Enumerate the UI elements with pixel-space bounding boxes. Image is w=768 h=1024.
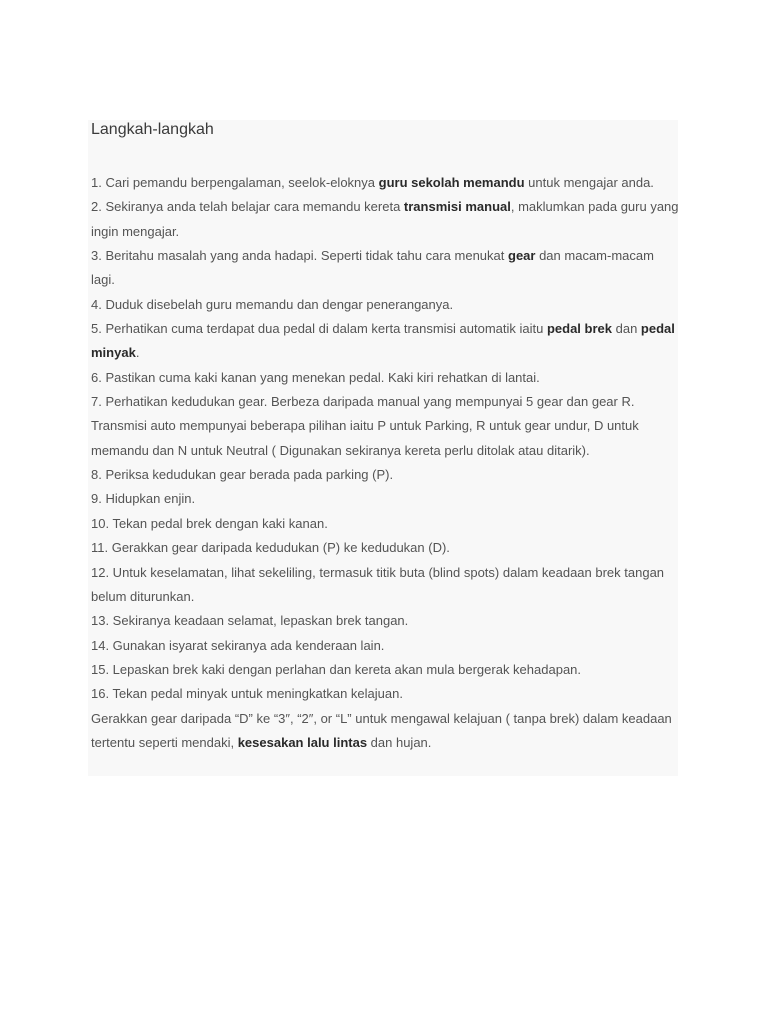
step-item xyxy=(91,366,679,390)
step-text: 7. Perhatikan kedudukan gear. Berbeza daripada manual yang mempunyai 5 gear dan gear R. Transmisi auto mempunyai beberapa pilihan iaitu P untuk Parking, R untuk gear undur, D untuk memandu dan N untuk Neutral ( Digunakan sekiranya kereta perlu ditolak atau ditarik). xyxy=(91,394,639,458)
step-emphasis: gear xyxy=(508,248,536,264)
step-text: 2. Sekiranya anda telah belajar cara memandu kereta xyxy=(91,199,404,215)
step-emphasis: kesesakan lalu lintas xyxy=(237,734,368,750)
step-text: 11. Gerakkan gear daripada kedudukan (P) ke kedudukan (D). xyxy=(91,540,450,556)
step-item xyxy=(91,707,679,756)
step-text: , maklumkan pada guru yang ingin mengajar. xyxy=(91,199,679,239)
step-text: 5. Perhatikan cuma terdapat dua pedal di dalam kerta transmisi automatik iaitu xyxy=(91,321,547,337)
step-item xyxy=(91,293,679,317)
step-text: 6. Pastikan cuma kaki kanan yang menekan pedal. Kaki kiri rehatkan di lantai. xyxy=(91,369,540,385)
step-emphasis: pedal minyak xyxy=(91,321,675,361)
step-text: 13. Sekiranya keadaan selamat, lepaskan brek tangan. xyxy=(91,613,409,629)
step-emphasis: pedal brek xyxy=(546,321,612,337)
step-item xyxy=(91,487,679,511)
step-item xyxy=(91,512,679,536)
step-text: 3. Beritahu masalah yang anda hadapi. Seperti tidak tahu cara menukat xyxy=(91,248,508,264)
step-text: 14. Gunakan isyarat sekiranya ada kenderaan lain. xyxy=(91,637,385,653)
step-text: 16. Tekan pedal minyak untuk meningkatkan kelajuan. xyxy=(91,686,403,702)
step-text: 1. Cari pemandu berpengalaman, seelok-eloknya xyxy=(91,175,379,190)
step-item xyxy=(91,634,679,658)
step-item xyxy=(91,609,679,633)
step-item xyxy=(91,536,679,560)
step-item xyxy=(91,682,679,706)
step-item xyxy=(91,317,679,366)
step-item xyxy=(91,463,679,487)
step-text: 4. Duduk disebelah guru memandu dan dengar peneranganya. xyxy=(91,296,454,312)
step-item xyxy=(91,390,679,463)
step-text: dan hujan. xyxy=(367,734,432,750)
step-item xyxy=(91,171,679,195)
step-text: 10. Tekan pedal brek dengan kaki kanan. xyxy=(91,515,328,531)
steps-list xyxy=(91,171,679,755)
step-emphasis: transmisi manual xyxy=(403,199,511,215)
page-title: Langkah-langkah xyxy=(91,121,214,138)
step-text: 12. Untuk keselamatan, lihat sekeliling, termasuk titik buta (blind spots) dalam keadaan brek tangan belum diturunkan. xyxy=(91,564,665,604)
step-item xyxy=(91,195,679,244)
step-item xyxy=(91,561,679,610)
step-text: 15. Lepaskan brek kaki dengan perlahan dan kereta akan mula bergerak kehadapan. xyxy=(91,661,582,677)
step-item xyxy=(91,244,679,293)
step-text: Gerakkan gear daripada “D” ke “3″, “2″, or “L” untuk mengawal kelajuan ( tanpa brek) dalam keadaan tertentu seperti mendaki, xyxy=(91,710,672,750)
step-text: . xyxy=(135,345,140,361)
step-text: 8. Periksa kedudukan gear berada pada parking (P). xyxy=(91,467,394,483)
step-text: dan xyxy=(612,321,641,337)
step-text: untuk mengajar anda. xyxy=(524,175,654,190)
step-text: dan macam-macam lagi. xyxy=(91,248,654,288)
step-text: 9. Hidupkan enjin. xyxy=(91,491,196,507)
step-emphasis: guru sekolah memandu xyxy=(378,175,525,190)
step-item xyxy=(91,658,679,682)
